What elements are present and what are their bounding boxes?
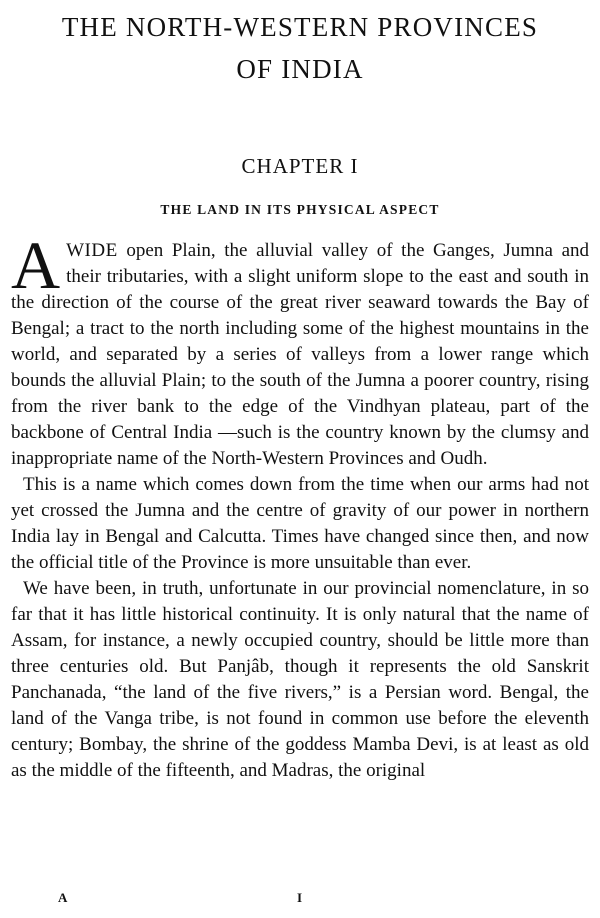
book-title-line-2: OF INDIA [236,54,364,84]
chapter-heading: CHAPTER I [241,154,359,178]
paragraph-1-text: open Plain, the alluvial valley of the Ganges, Jumna and their tributaries, with a slight uniform slope to the east and south in the direction of the course of the great river seaward towards the Bay of Bengal; a tract to the north including some of the highest mountains in the world, and separated by a series of valleys from a lower range which bounds the alluvial Plain; to the south of the Jumna a poorer country, rising from the river bank to the edge of the Vindhyan plateau, part of the backbone of Central India —such is the country known by the clumsy and inappropriate name of the North-Western Provinces and Oudh. [11,240,589,469]
body-text [11,227,589,784]
paragraph-1 [11,227,589,472]
page-number: I [297,890,303,905]
paragraph-2: This is a name which comes down from the time when our arms had not yet crossed the Jumna and the centre of gravity of our power in northern India lay in Bengal and Calcutta. Times have changed since then, and now the official title of the Province is more unsuitable than ever. [11,474,589,573]
drop-cap: A [11,227,61,303]
signature-mark: A [58,890,68,905]
page-footer [0,890,600,914]
book-title-line-1: THE NORTH-WESTERN PROVINCES [61,12,539,42]
chapter-subtitle: THE LAND IN ITS PHYSICAL ASPECT [160,202,440,217]
paragraph-3: We have been, in truth, unfortunate in our provincial nomenclature, in so far that it has little historical continuity. It is only natural that the name of Assam, for instance, a newly occupied country, should be little more than three centuries old. But Panjâb, though it represents the old Sanskrit Panchanada, “the land of the five rivers,” is a Persian word. Bengal, the land of the Vanga tribe, is not found in common use before the eleventh century; Bombay, the shrine of the goddess Mamba Devi, is at least as old as the middle of the fifteenth, and Madras, the original [11,578,589,781]
paragraph-1-first-word: WIDE [66,240,118,261]
